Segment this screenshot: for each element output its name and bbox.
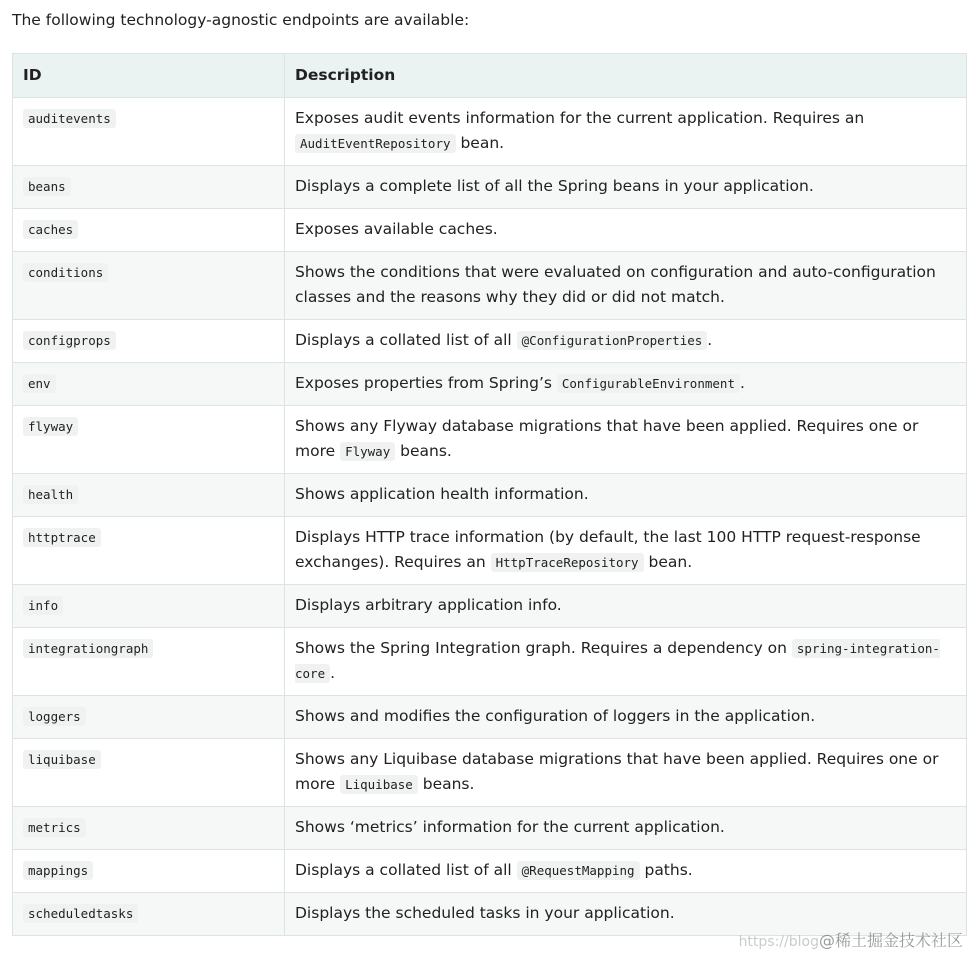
endpoint-id: health <box>23 485 78 504</box>
endpoint-id: httptrace <box>23 528 101 547</box>
watermark-brand: @稀土掘金技术社区 <box>818 931 963 950</box>
endpoint-id: conditions <box>23 263 108 282</box>
inline-code: spring-integration-core <box>295 641 940 681</box>
endpoint-description-cell <box>285 628 967 696</box>
endpoints-table <box>12 53 967 936</box>
table-row <box>13 628 967 696</box>
description-text: beans. <box>395 442 452 460</box>
endpoint-id: auditevents <box>23 109 116 128</box>
table-row <box>13 320 967 363</box>
endpoint-id-cell <box>13 252 285 320</box>
inline-code: Liquibase <box>340 775 418 794</box>
endpoint-id-cell <box>13 517 285 585</box>
table-row <box>13 517 967 585</box>
description-text: Displays HTTP trace information (by default, the last 100 HTTP request-response exchanges). Requires an <box>295 528 921 571</box>
endpoint-id-cell <box>13 320 285 363</box>
endpoint-id: beans <box>23 177 71 196</box>
endpoint-id-cell <box>13 628 285 696</box>
intro-text: The following technology-agnostic endpoints are available: <box>12 11 470 29</box>
description-text: Shows the conditions that were evaluated on configuration and auto-configuration classes and the reasons why they did or did not match. <box>295 263 936 306</box>
endpoint-id: scheduledtasks <box>23 904 138 923</box>
table-row <box>13 585 967 628</box>
description-text: Displays the scheduled tasks in your application. <box>295 904 675 922</box>
endpoint-description-cell <box>285 739 967 807</box>
endpoint-description-cell <box>285 320 967 363</box>
table-row <box>13 696 967 739</box>
description-text: beans. <box>417 775 475 793</box>
endpoint-id-cell <box>13 363 285 406</box>
inline-code: @RequestMapping <box>517 861 640 880</box>
inline-code: @ConfigurationProperties <box>517 331 708 350</box>
table-row <box>13 252 967 320</box>
endpoint-description-cell <box>285 363 967 406</box>
table-row <box>13 98 967 166</box>
endpoint-description-cell <box>285 517 967 585</box>
description-text: Shows the Spring Integration graph. Requires a dependency on <box>295 639 792 657</box>
description-text: Shows any Liquibase database migrations that have been applied. Requires one or more <box>295 750 939 793</box>
endpoint-description-cell <box>285 98 967 166</box>
description-text: Exposes properties from Spring’s <box>295 374 557 392</box>
table-row <box>13 363 967 406</box>
table-row <box>13 807 967 850</box>
endpoint-id: metrics <box>23 818 86 837</box>
table-header <box>13 54 967 98</box>
description-text: . <box>707 331 713 349</box>
endpoint-description-cell <box>285 807 967 850</box>
description-text: Displays a collated list of all <box>295 331 517 349</box>
table-row <box>13 166 967 209</box>
description-text: . <box>739 374 745 392</box>
endpoint-id-cell <box>13 585 285 628</box>
endpoint-id-cell <box>13 406 285 474</box>
endpoint-id-cell <box>13 98 285 166</box>
table-body <box>13 98 967 936</box>
inline-code: Flyway <box>340 442 395 461</box>
description-text: . <box>330 664 336 682</box>
endpoint-description-cell <box>285 696 967 739</box>
endpoint-id: env <box>23 374 56 393</box>
description-text: Displays arbitrary application info. <box>295 596 562 614</box>
endpoint-description-cell <box>285 474 967 517</box>
description-text: paths. <box>639 861 693 879</box>
endpoint-description-cell <box>285 209 967 252</box>
endpoint-id: info <box>23 596 63 615</box>
description-text: bean. <box>643 553 693 571</box>
description-text: Exposes audit events information for the current application. Requires an <box>295 109 865 127</box>
endpoint-id: mappings <box>23 861 93 880</box>
description-text: Shows application health information. <box>295 485 589 503</box>
table-row <box>13 893 967 936</box>
endpoint-id-cell <box>13 474 285 517</box>
endpoint-id: caches <box>23 220 78 239</box>
table-row <box>13 474 967 517</box>
endpoint-description-cell <box>285 585 967 628</box>
endpoint-id-cell <box>13 209 285 252</box>
table-row <box>13 850 967 893</box>
endpoint-id-cell <box>13 850 285 893</box>
inline-code: HttpTraceRepository <box>491 553 644 572</box>
inline-code: ConfigurableEnvironment <box>557 374 740 393</box>
table-row <box>13 406 967 474</box>
endpoint-id-cell <box>13 166 285 209</box>
description-text: Displays a complete list of all the Spring beans in your application. <box>295 177 814 195</box>
endpoint-id-cell <box>13 807 285 850</box>
endpoint-description-cell <box>285 166 967 209</box>
description-text: Exposes available caches. <box>295 220 498 238</box>
description-text: Displays a collated list of all <box>295 861 517 879</box>
endpoint-description-cell <box>285 893 967 936</box>
header-description: Description <box>285 54 967 98</box>
watermark-url: https://blog <box>738 934 819 950</box>
description-text: Shows ‘metrics’ information for the current application. <box>295 818 725 836</box>
header-id: ID <box>13 54 285 98</box>
inline-code: AuditEventRepository <box>295 134 456 153</box>
description-text: bean. <box>455 134 505 152</box>
endpoint-description-cell <box>285 252 967 320</box>
description-text: Shows any Flyway database migrations that have been applied. Requires one or more <box>295 417 919 460</box>
endpoint-id-cell <box>13 739 285 807</box>
endpoint-id-cell <box>13 696 285 739</box>
description-text: Shows and modifies the configuration of loggers in the application. <box>295 707 816 725</box>
endpoint-id: configprops <box>23 331 116 350</box>
table-row <box>13 209 967 252</box>
endpoint-id: liquibase <box>23 750 101 769</box>
endpoint-id: flyway <box>23 417 78 436</box>
endpoint-id: loggers <box>23 707 86 726</box>
endpoint-description-cell <box>285 850 967 893</box>
endpoint-description-cell <box>285 406 967 474</box>
table-header-row <box>13 54 967 98</box>
endpoint-id-cell <box>13 893 285 936</box>
endpoint-id: integrationgraph <box>23 639 153 658</box>
table-row <box>13 739 967 807</box>
